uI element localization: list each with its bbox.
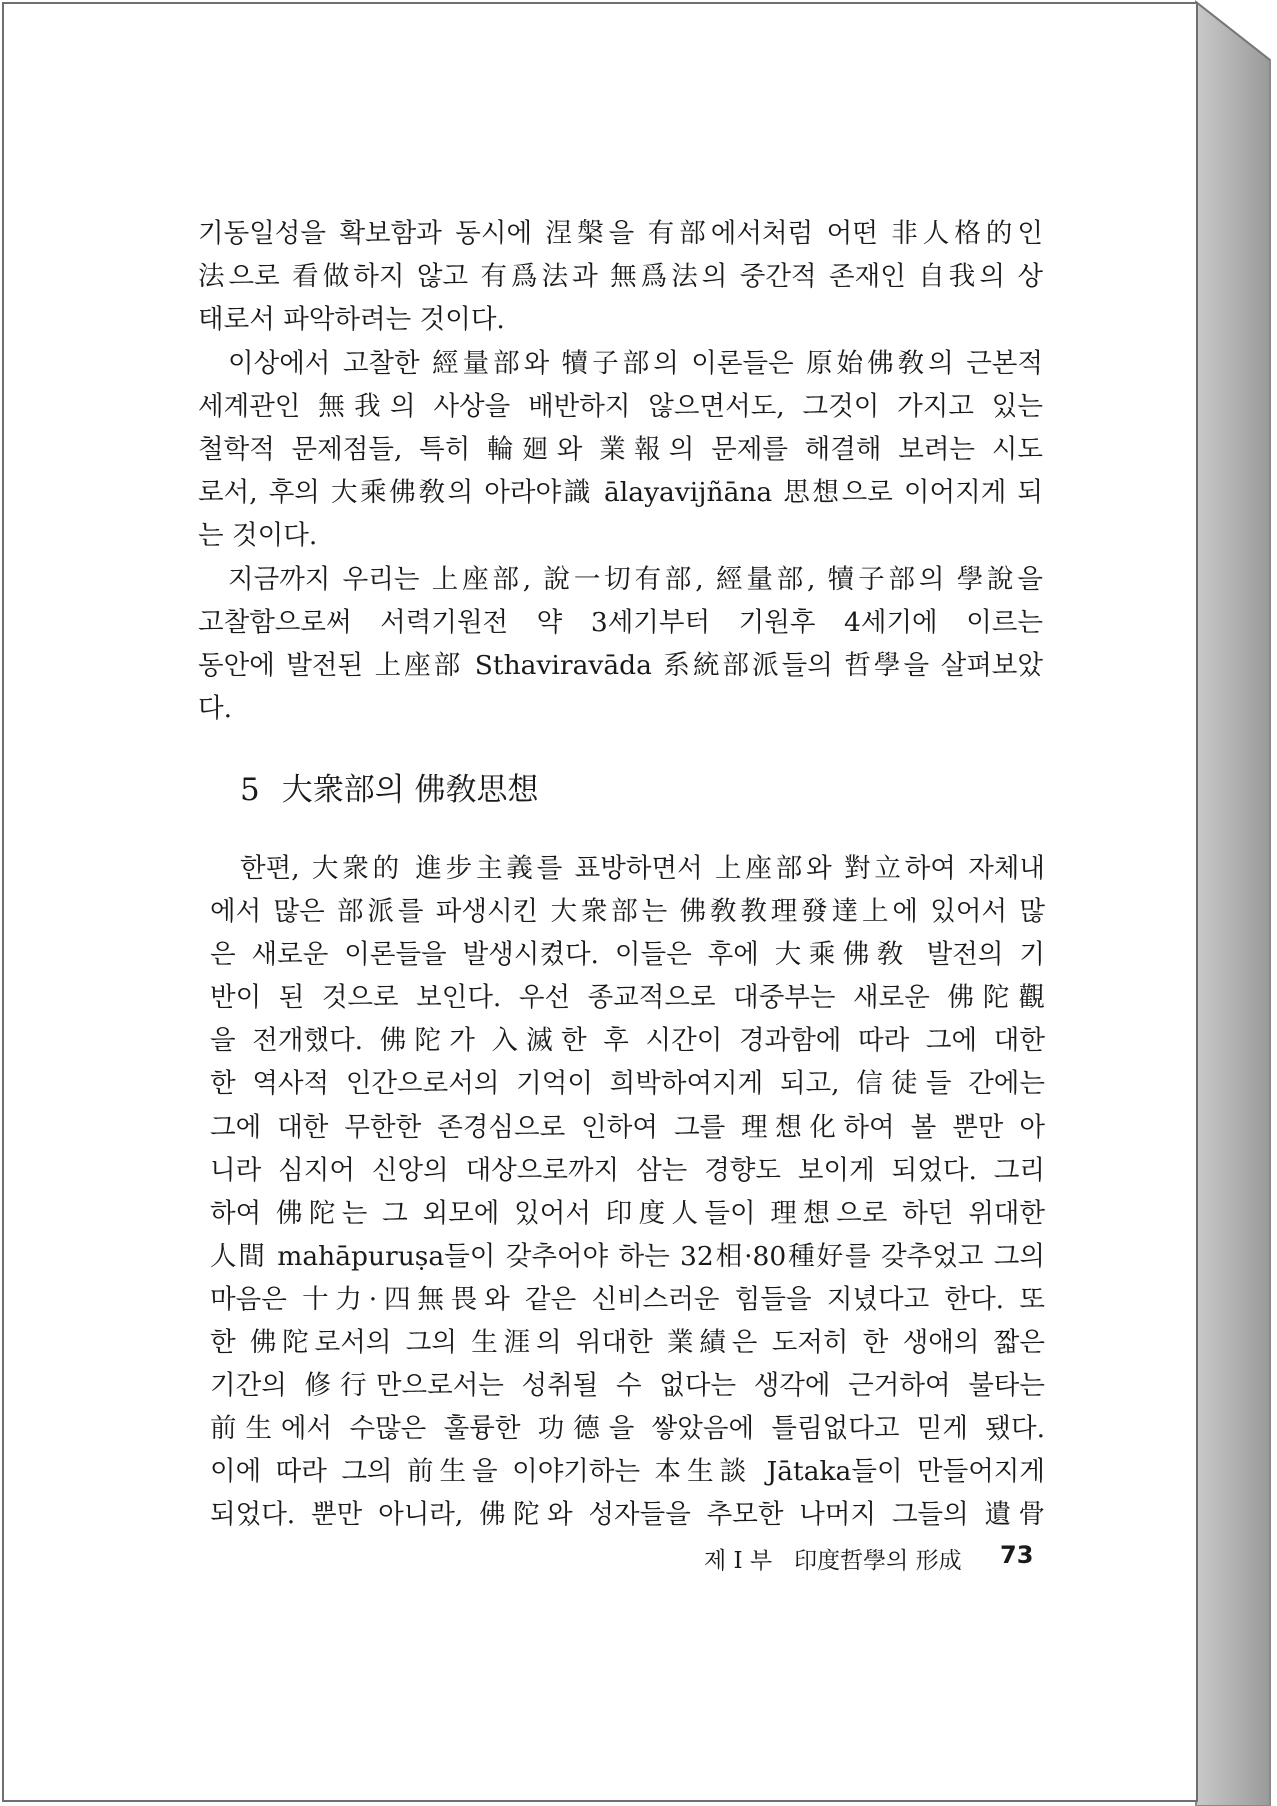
text-line: 에서 많은 部派를 파생시킨 大衆部는 佛敎教理發達上에 있어서 많 [210, 896, 1045, 928]
text-line: 法으로 看做하지 않고 有爲法과 無爲法의 중간적 존재인 自我의 상 [198, 261, 1043, 293]
text-line: 을 전개했다. 佛陀가 入滅한 후 시간이 경과함에 따라 그에 대한 [210, 1025, 1045, 1057]
text-line: 되었다. 뿐만 아니라, 佛陀와 성자들을 추모한 나머지 그들의 遺骨 [210, 1499, 1045, 1531]
text-line: 로서, 후의 大乘佛敎의 아라야識 ālayavijñāna 思想으로 이어지게 되 [198, 477, 1043, 509]
page-body-top [198, 212, 1043, 730]
paragraph-4 [210, 847, 1045, 1537]
text-line: 은 새로운 이론들을 발생시켰다. 이들은 후에 大乘佛敎 발전의 기 [210, 939, 1045, 971]
section-number: 5 [240, 772, 260, 808]
text-line: 기동일성을 확보함과 동시에 涅槃을 有部에서처럼 어떤 非人格的인 [198, 218, 1043, 249]
text-line: 철학적 문제점들, 특히 輪廻와 業報의 문제를 해결해 보려는 시도 [198, 433, 1043, 465]
text-line: 는 것이다. [198, 520, 318, 552]
text-line: 그에 대한 무한한 존경심으로 인하여 그를 理想化하여 볼 뿐만 아 [210, 1111, 1045, 1143]
text-line: 지금까지 우리는 上座部, 說一切有部, 經量部, 犢子部의 學說을 [228, 563, 1043, 595]
text-line: 이상에서 고찰한 經量部와 犢子部의 이론들은 原始佛敎의 근본적 [228, 347, 1043, 379]
text-line: 반이 된 것으로 보인다. 우선 종교적으로 대중부는 새로운 佛陀觀 [210, 982, 1045, 1014]
footer-title: 印度哲學의 形成 [794, 1548, 962, 1574]
text-line: 人間 mahāpuruṣa들이 갖추어야 하는 32相·80種好를 갖추었고 그의 [210, 1240, 1045, 1272]
text-line: 하여 佛陀는 그 외모에 있어서 印度人들이 理想으로 하던 위대한 [210, 1197, 1045, 1229]
text-line: 前生에서 수많은 훌륭한 功德을 쌓았음에 틀림없다고 믿게 됐다. [210, 1413, 1045, 1445]
paragraph-1 [198, 212, 1043, 342]
text-line: 태로서 파악하려는 것이다. [198, 304, 505, 336]
text-line: 한편, 大衆的 進步主義를 표방하면서 上座部와 對立하여 자체내 [240, 853, 1045, 884]
page-footer [704, 1541, 1034, 1575]
page-number: 73 [1000, 1541, 1034, 1569]
section-title: 大衆部의 佛敎思想 [281, 772, 539, 808]
text-line: 한 佛陀로서의 그의 生涯의 위대한 業績은 도저히 한 생애의 짧은 [210, 1327, 1045, 1359]
text-line: 동안에 발전된 上座部 Sthaviravāda 系統部派들의 哲學을 살펴보았 [198, 649, 1043, 681]
text-line: 기간의 修行만으로서는 성취될 수 없다는 생각에 근거하여 불타는 [210, 1370, 1045, 1402]
paragraph-3 [198, 558, 1043, 731]
text-line: 이에 따라 그의 前生을 이야기하는 本生談 Jātaka들이 만들어지게 [210, 1456, 1045, 1488]
text-line: 한 역사적 인간으로서의 기억이 희박하여지게 되고, 信徒들 간에는 [210, 1068, 1045, 1100]
paragraph-2 [198, 342, 1043, 558]
section-heading [240, 764, 539, 809]
text-line: 세계관인 無我의 사상을 배반하지 않으면서도, 그것이 가지고 있는 [198, 390, 1043, 422]
page-body-bottom [210, 847, 1045, 1537]
text-line: 고찰함으로써 서력기원전 약 3세기부터 기원후 4세기에 이르는 [198, 606, 1043, 638]
footer-part: 제 I 부 [704, 1548, 773, 1574]
text-line: 마음은 十力·四無畏와 같은 신비스러운 힘들을 지녔다고 한다. 또 [210, 1283, 1045, 1315]
text-line: 니라 심지어 신앙의 대상으로까지 삼는 경향도 보이게 되었다. 그리 [210, 1154, 1045, 1186]
text-line: 다. [198, 693, 233, 725]
